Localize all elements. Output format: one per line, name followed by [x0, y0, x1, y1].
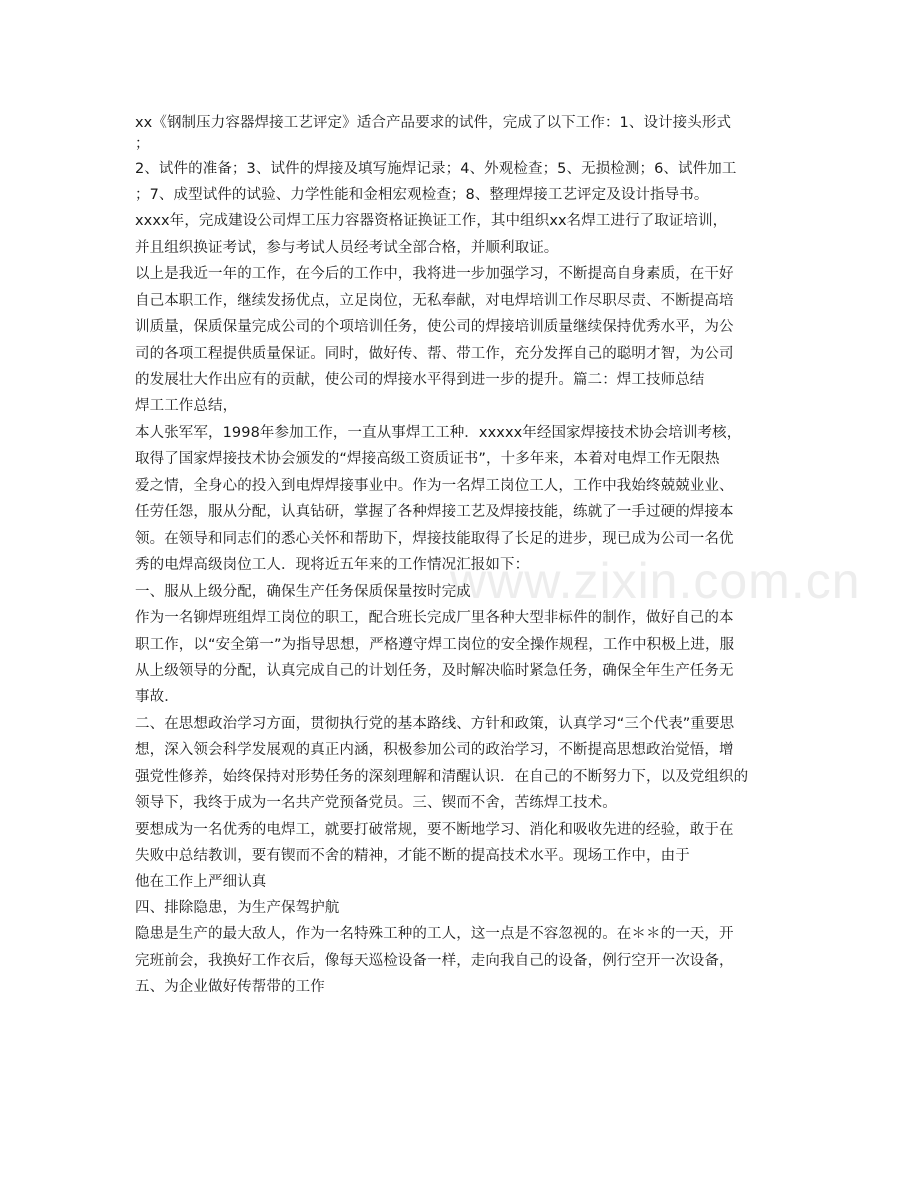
text-line: 要想成为一名优秀的电焊工，就要打破常规，要不断地学习、消化和吸收先进的经验，敢于在 [135, 822, 734, 838]
text-line: 任劳任怨，服从分配，认真钻研，掌握了各种焊接工艺及焊接技能，练就了一手过硬的焊接本 [135, 504, 734, 520]
text-line: 爱之情，全身心的投入到电焊焊接事业中。作为一名焊工岗位工人，工作中我始终兢兢业业、 [135, 478, 734, 494]
text-line: 事故． [135, 689, 179, 705]
text-line: 取得了国家焊接技术协会颁发的“焊接高级工资质证书”，十多年来，本着对电焊工作无限热 [135, 451, 720, 467]
text-line: xx《钢制压力容器焊接工艺评定》适合产品要求的试件，完成了以下工作：1、设计接头形式 [135, 115, 732, 131]
text-line: 隐患是生产的最大敌人，作为一名特殊工种的工人，这一点是不容忽视的。在＊＊的一天，开 [135, 926, 734, 942]
text-line: 作为一名铆焊班组焊工岗位的职工，配合班长完成厂里各种大型非标件的制作，做好自己的本 [135, 610, 734, 626]
text-line: 失败中总结教训，要有锲而不舍的精神，才能不断的提高技术水平。现场工作中，由于 [135, 848, 690, 864]
watermark-text: www.zixin.com.cn [450, 553, 861, 609]
text-line: 2、试件的准备；3、试件的焊接及填写施焊记录；4、外观检查；5、无损检测；6、试件加工 [135, 161, 737, 177]
text-line: 司的各项工程提供质量保证。同时，做好传、帮、带工作，充分发挥自己的聪明才智，为公司 [135, 346, 734, 362]
text-line: 五、为企业做好传帮带的工作 [135, 979, 325, 995]
text-line: 的发展壮大作出应有的贡献，使公司的焊接水平得到进一步的提升。篇二：焊工技师总结 [135, 372, 705, 388]
text-line: 并且组织换证考试，参与考试人员经考试全部合格，并顺利取证。 [135, 240, 559, 256]
text-line: ；7、成型试件的试验、力学性能和金相宏观检查；8、整理焊接工艺评定及设计指导书。 [135, 187, 709, 203]
text-line: 自己本职工作，继续发扬优点，立足岗位，无私奉献，对电焊培训工作尽职尽责、不断提高培 [135, 293, 734, 309]
text-line: 二、在思想政治学习方面，贯彻执行党的基本路线、方针和政策，认真学习“三个代表”重要思 [135, 716, 735, 732]
text-line: 本人张军军，1998年参加工作，一直从事焊工工种．xxxxx年经国家焊接技术协会培训考核， [135, 425, 742, 441]
text-line: 他在工作上严细认真 [135, 874, 267, 890]
text-line: 焊工工作总结， [135, 398, 238, 414]
text-line: 领。在领导和同志们的悉心关怀和帮助下，焊接技能取得了长足的进步，现已成为公司一名优 [135, 531, 734, 547]
text-line: xxxx年，完成建设公司焊工压力容器资格证换证工作，其中组织xx名焊工进行了取证培训， [135, 213, 728, 229]
text-line: 职工作，以“安全第一”为指导思想，严格遵守焊工岗位的安全操作规程，工作中积极上进，服 [135, 637, 735, 653]
text-line: 领导下，我终于成为一名共产党预备党员。三、锲而不舍，苦练焊工技术。 [135, 795, 617, 811]
text-line: ； [135, 136, 150, 152]
text-line: 完班前会，我换好工作衣后，像每天巡检设备一样，走向我自己的设备，例行空开一次设备， [135, 953, 734, 969]
text-line: 强党性修养，始终保持对形势任务的深刻理解和清醒认识．在自己的不断努力下，以及党组织的 [135, 769, 749, 785]
text-line: 训质量，保质保量完成公司的个项培训任务，使公司的焊接培训质量继续保持优秀水平，为公 [135, 319, 734, 335]
text-line: 从上级领导的分配，认真完成自己的计划任务，及时解决临时紧急任务，确保全年生产任务无 [135, 663, 734, 679]
text-line: 想，深入领会科学发展观的真正内涵，积极参加公司的政治学习，不断提高思想政治觉悟，增 [135, 742, 734, 758]
text-line: 秀的电焊高级岗位工人．现将近五年来的工作情况汇报如下： [135, 557, 530, 573]
text-line: 以上是我近一年的工作，在今后的工作中，我将进一步加强学习，不断提高自身素质，在干好 [135, 266, 734, 282]
text-line: 一、服从上级分配，确保生产任务保质保量按时完成 [135, 584, 471, 600]
text-line: 四、排除隐患，为生产保驾护航 [135, 900, 340, 916]
